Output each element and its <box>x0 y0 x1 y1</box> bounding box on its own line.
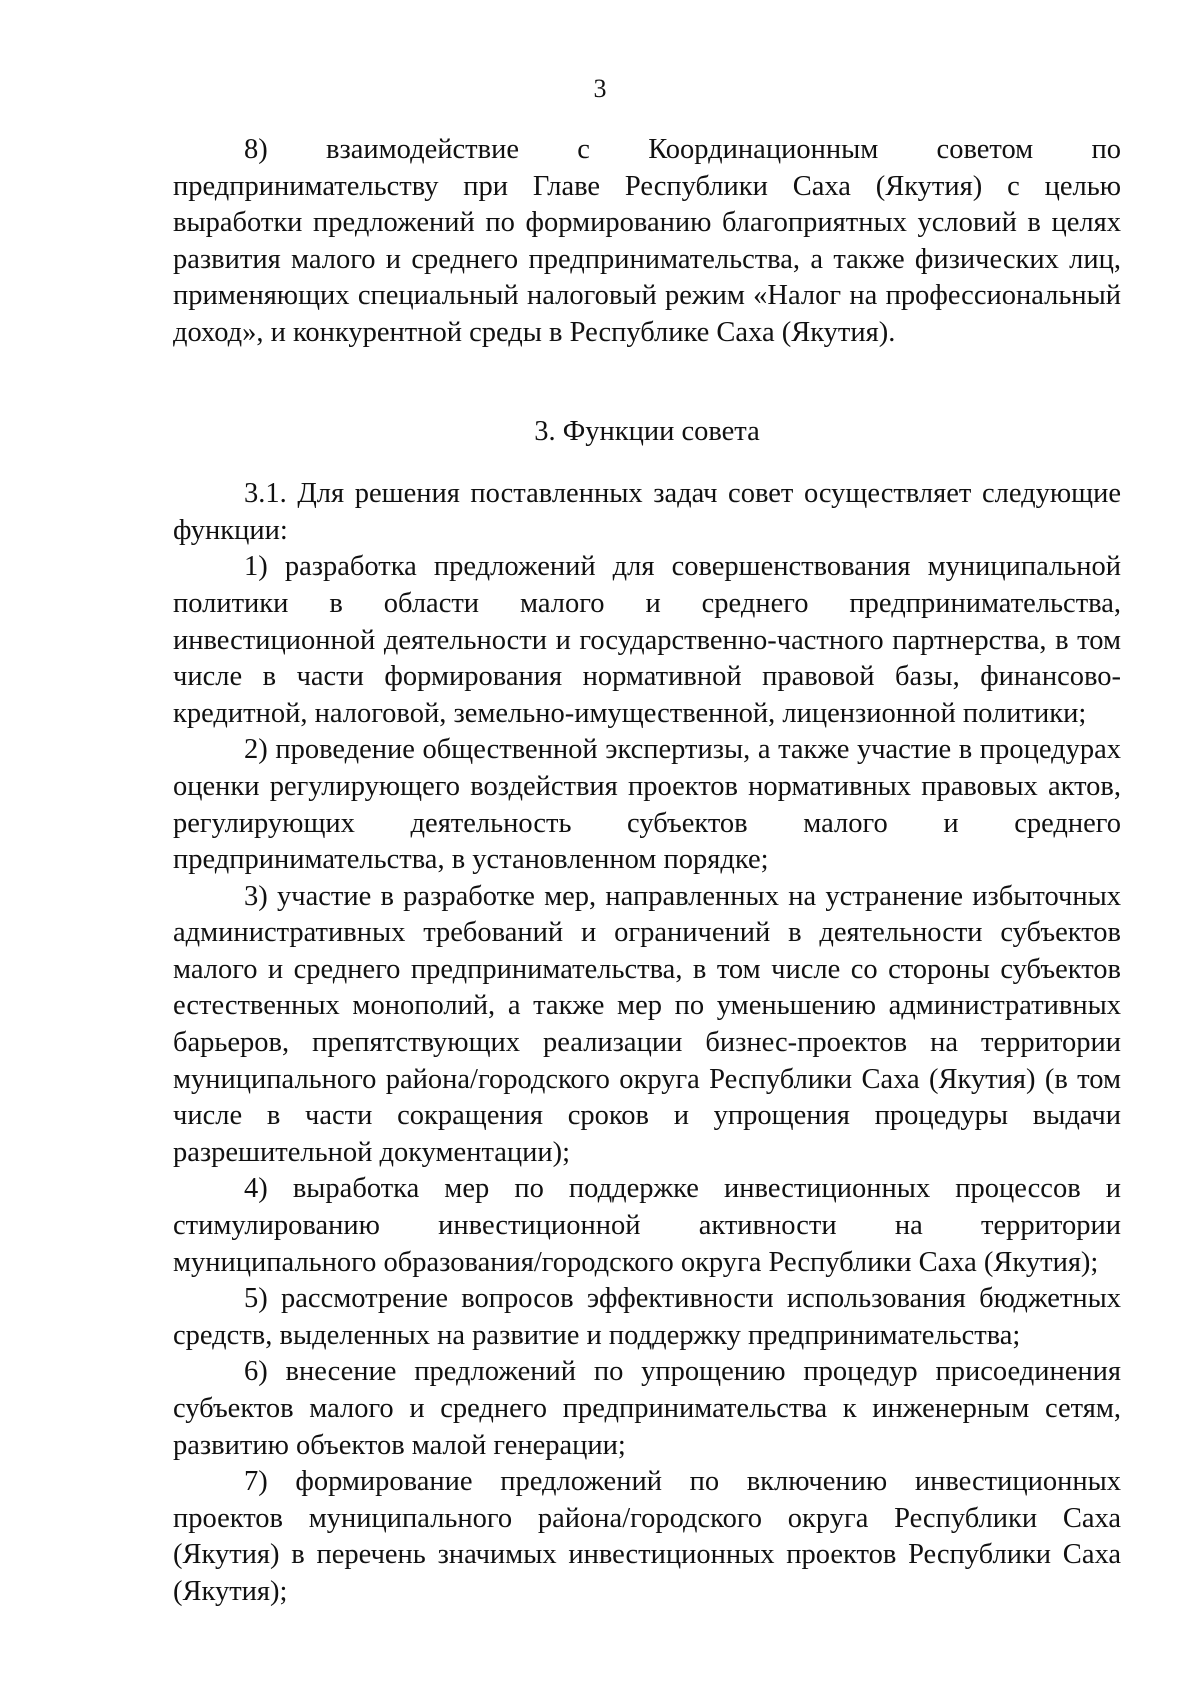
clause-3-1: 3.1. Для решения поставленных задач совет осуществляет следующие функции: <box>173 478 1121 546</box>
function-item-1: 1) разработка предложений для совершенствования муниципальной политики в области малого и среднего предпринимательства, инвестиционной деятельности и государственно-частного партнерства, в том числе в части формирования нормативной правовой базы, финансово-кредитной, налоговой, земельно-имущественной, лицензионной политики; <box>173 551 1121 729</box>
spacer <box>173 352 1121 388</box>
intro-item-8: 8) взаимодействие с Координационным советом по предпринимательству при Главе Республики Саха (Якутия) с целью выработки предложений по формированию благоприятных условий в целях развития малого и среднего предпринимательства, а также физических лиц, применяющих специальный налоговый режим «Налог на профессиональный доход», и конкурентной среды в Республике Саха (Якутия). <box>173 134 1121 348</box>
function-item-7: 7) формирование предложений по включению инвестиционных проектов муниципального района/городского округа Республики Саха (Якутия) в перечень значимых инвестиционных проектов Республики Саха (Якутия); <box>173 1466 1121 1607</box>
document-body <box>173 132 1121 1611</box>
function-item-5: 5) рассмотрение вопросов эффективности использования бюджетных средств, выделенных на развитие и поддержку предпринимательства; <box>173 1283 1121 1351</box>
page-number: 3 <box>593 74 607 103</box>
section-heading: 3. Функции совета <box>534 415 760 447</box>
function-item-6: 6) внесение предложений по упрощению процедур присоединения субъектов малого и среднего предпринимательства к инженерным сетям, развитию объектов малой генерации; <box>173 1356 1121 1461</box>
function-item-4: 4) выработка мер по поддержке инвестиционных процессов и стимулированию инвестиционной активности на территории муниципального образования/городского округа Республики Саха (Якутия); <box>173 1173 1121 1278</box>
function-item-3: 3) участие в разработке мер, направленных на устранение избыточных административных требований и ограничений в деятельности субъектов малого и среднего предпринимательства, в том числе со стороны субъектов естественных монополий, а также мер по уменьшению административных барьеров, препятствующих реализации бизнес-проектов на территории муниципального района/городского округа Республики Саха (Якутия) (в том числе в части сокращения сроков и упрощения процедуры выдачи разрешительной документации); <box>173 880 1121 1168</box>
function-item-2: 2) проведение общественной экспертизы, а также участие в процедурах оценки регулирующего воздействия проектов нормативных правовых актов, регулирующих деятельность субъектов малого и среднего предпринимательства, в установленном порядке; <box>173 734 1121 876</box>
